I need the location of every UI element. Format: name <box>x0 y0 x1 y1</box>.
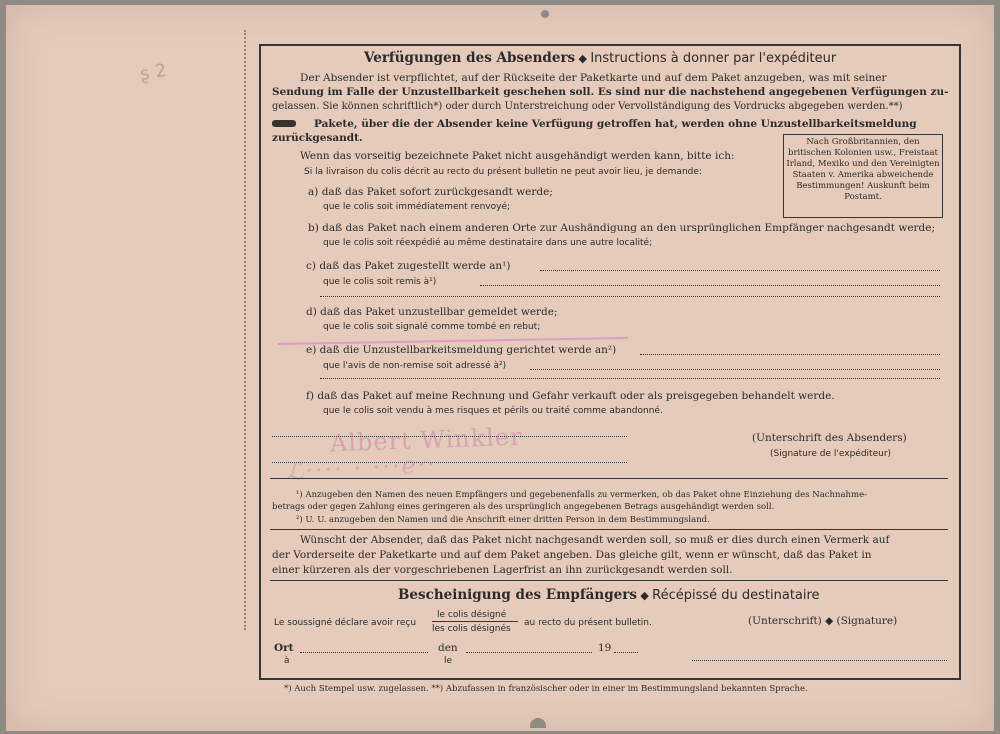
option-a-de: a) daß das Paket sofort zurückgesandt werde; <box>308 186 553 198</box>
note-box-text: Nach Großbritannien, den britischen Kolonien usw., Freistaat Irland, Mexiko und den Vereinigten Staaten v. Amerika abweichende Bestimmungen! Auskunft beim Postamt. <box>786 137 940 202</box>
sender-signature: ℒ···· · ···e·· <box>285 450 438 486</box>
option-e-fr: que l'avis de non-remise soit adressé à²) <box>323 361 507 371</box>
option-b-de: b) daß das Paket nach einem anderen Orte zur Aushändigung an den ursprünglichen Empfänger nachgesandt werde; <box>308 222 936 234</box>
fraction-bar <box>432 621 518 622</box>
option-d-de: d) daß das Paket unzustellbar gemeldet werde; <box>306 306 558 318</box>
option-e-line-1[interactable] <box>640 354 940 355</box>
footnote-1b: betrags oder gegen Zahlung eines geringeren als des ursprünglich angegebenen Betrags ausgehändigt werden soll. <box>272 502 775 512</box>
ask-fr: Si la livraison du colis décrit au recto du présent bulletin ne peut avoir lieu, je demande: <box>304 167 702 177</box>
intro-line-2: Sendung im Falle der Unzustellbarkeit geschehen soll. Es sind nur die nachstehend angegebenen Verfügungen zu- <box>272 86 949 98</box>
sign-fr: (Signature de l'expéditeur) <box>770 449 892 459</box>
year-field[interactable] <box>614 652 638 653</box>
returned-line-2: zurückgesandt. <box>272 132 363 144</box>
option-e-line-2[interactable] <box>530 369 940 370</box>
ort-label: Ort <box>274 642 294 654</box>
intro-line-3: gelassen. Sie können schriftlich*) oder durch Unterstreichung oder Vervollständigung des Vordrucks abgegeben werden.**) <box>272 101 903 112</box>
option-c-de: c) daß das Paket zugestellt werde an¹) <box>306 260 511 272</box>
footnote-2: ²) U. U. anzugeben den Namen und die Anschrift einer dritten Person in dem Bestimmungsland. <box>296 515 710 525</box>
sender-stamp: Albert Winkler <box>329 422 524 458</box>
option-a-fr: que le colis soit immédiatement renvoyé; <box>323 202 511 212</box>
option-c-line-3[interactable] <box>320 296 940 297</box>
footnote-1a: ¹) Anzugeben den Namen des neuen Empfängers und gegebenenfalls zu vermerken, ob das Paket ohne Einziehung des Nachnahme- <box>296 490 867 500</box>
pencil-mark: ʂ 2 <box>138 59 169 86</box>
place-field[interactable] <box>300 652 428 653</box>
divider-1 <box>270 478 948 479</box>
forward-line-1: Wünscht der Absender, daß das Paket nicht nachgesandt werden soll, so muß er dies durch einen Vermerk auf <box>300 534 890 546</box>
divider-2 <box>270 529 948 530</box>
footer-note: *) Auch Stempel usw. zugelassen. **) Abzufassen in französischer oder in einer im Bestimmungsland bekannten Sprache. <box>284 684 808 694</box>
intro-line-1: Der Absender ist verpflichtet, auf der Rückseite der Paketkarte und auf dem Paket anzugeben, was mit seiner <box>300 72 887 84</box>
option-c-line-2[interactable] <box>480 285 940 286</box>
option-c-fr: que le colis soit remis à¹) <box>323 277 437 287</box>
colis-plural: les colis désignés <box>432 624 511 634</box>
recipient-signature-field[interactable] <box>692 660 947 661</box>
den-label: den <box>438 642 458 654</box>
option-e-de: e) daß die Unzustellbarkeitsmeldung gerichtet werde an²) <box>306 344 617 356</box>
ask-de: Wenn das vorseitig bezeichnete Paket nicht ausgehändigt werden kann, bitte ich: <box>300 150 735 162</box>
option-f-de: f) daß das Paket auf meine Rechnung und Gefahr verkauft oder als preisgegeben behandelt werde. <box>306 390 835 402</box>
sign-de: (Unterschrift des Absenders) <box>752 432 907 444</box>
a-label: à <box>284 656 290 666</box>
recipient-sign: (Unterschrift) ◆ (Signature) <box>748 615 898 627</box>
date-field[interactable] <box>466 652 592 653</box>
returned-line-1: Pakete, über die der Absender keine Verfügung getroffen hat, werden ohne Unzustellbarkeitsmeldung <box>314 118 917 130</box>
option-e-line-3[interactable] <box>320 378 940 379</box>
divider-3 <box>270 580 948 581</box>
hand-mark <box>272 120 296 127</box>
forward-line-2: der Vorderseite der Paketkarte und auf dem Paket angeben. Das gleiche gilt, wenn er wünscht, daß das Paket in <box>272 549 872 561</box>
recipient-heading: Bescheinigung des Empfängers ◆ Récépissé du destinataire <box>398 587 820 603</box>
punch-hole <box>541 10 549 18</box>
le-label: le <box>444 656 453 666</box>
edge-notch <box>530 718 546 728</box>
recto-text: au recto du présent bulletin. <box>524 618 652 628</box>
option-f-fr: que le colis soit vendu à mes risques et périls ou traité comme abandonné. <box>323 406 663 416</box>
forward-line-3: einer kürzeren als der vorgeschriebenen Lagerfrist an ihn zurückgesandt werden soll. <box>272 564 733 576</box>
sender-heading: Verfügungen des Absenders ◆ Instructions à donner par l'expéditeur <box>364 50 837 66</box>
colis-single: le colis désigné <box>437 610 507 620</box>
faint-stamp: · · · <box>540 264 578 280</box>
option-c-line-1[interactable] <box>540 270 940 271</box>
year-label: 19 <box>598 642 612 654</box>
perforation-line <box>244 30 246 630</box>
option-b-fr: que le colis soit réexpédié au même destinataire dans une autre localité; <box>323 238 653 248</box>
note-box <box>783 134 943 218</box>
declare-text: Le soussigné déclare avoir reçu <box>274 618 417 628</box>
option-d-fr: que le colis soit signalé comme tombé en rebut; <box>323 322 541 332</box>
